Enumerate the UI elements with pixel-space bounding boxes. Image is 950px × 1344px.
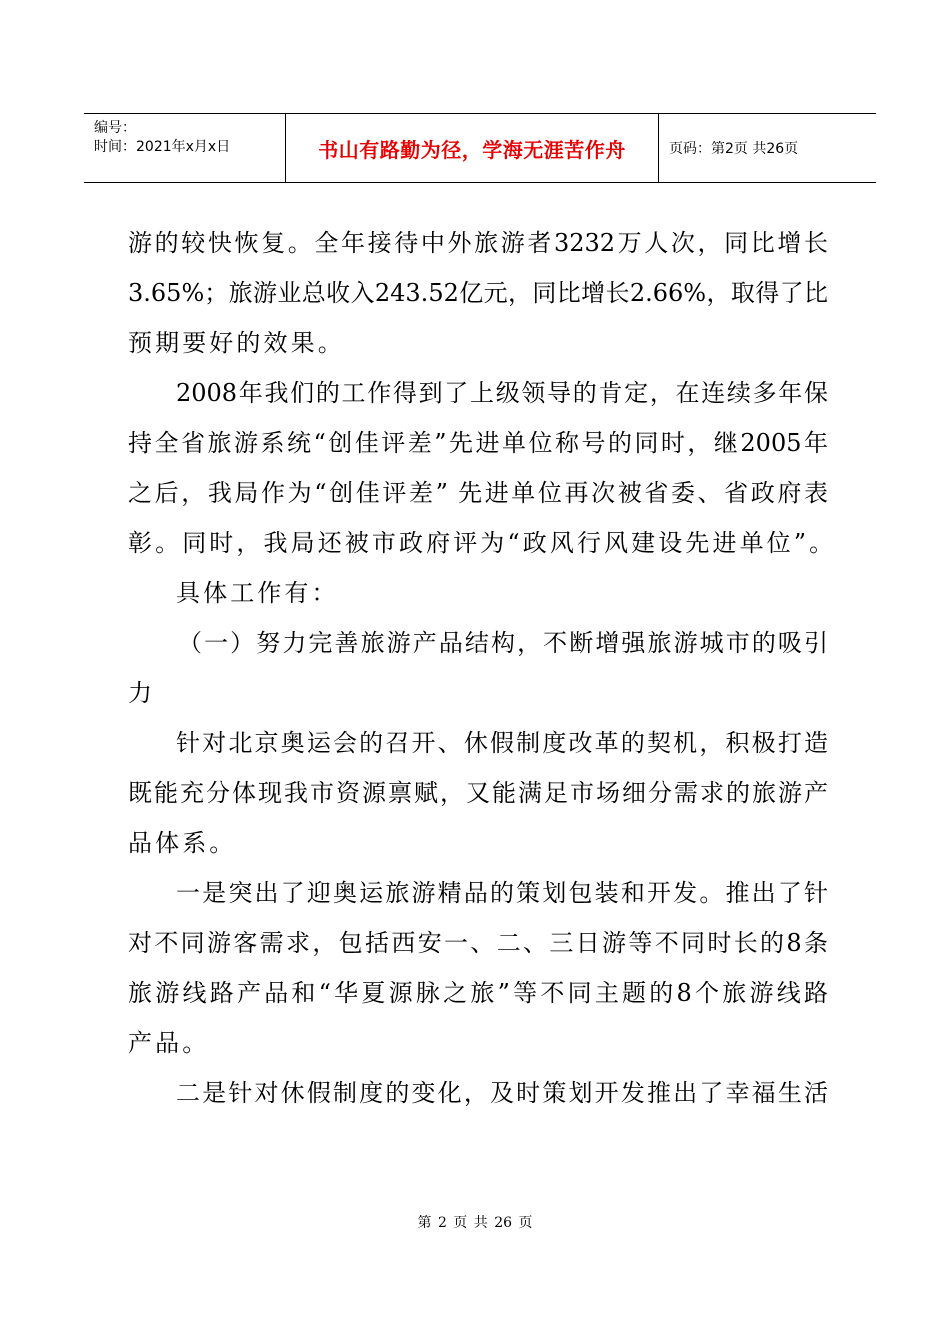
text-line: 2008年我们的工作得到了上级领导的肯定，在连续多年保	[176, 379, 828, 407]
text-line: 一是突出了迎奥运旅游精品的策划包装和开发。推出了针	[176, 879, 828, 907]
page-footer: 第 2 页 共 26 页	[417, 1215, 533, 1231]
text-line: 预期要好的效果。	[128, 329, 345, 357]
text-line: 对不同游客需求，包括西安一、二、三日游等不同时长的8条	[128, 929, 828, 957]
header-motto: 书山有路勤为径，学海无涯苦作舟	[286, 114, 659, 182]
text-line: 具体工作有：	[176, 579, 339, 607]
date-label: 时间：2021年x月x日	[94, 139, 231, 155]
header-page-info: 页码：第2页 共26页	[669, 141, 799, 157]
text-line: 持全省旅游系统“创佳评差”先进单位称号的同时，继2005年	[128, 429, 828, 457]
header-meta	[84, 114, 286, 182]
text-line: 既能充分体现我市资源禀赋，又能满足市场细分需求的旅游产	[128, 779, 828, 807]
text-line: 游的较快恢复。全年接待中外旅游者3232万人次，同比增长	[128, 229, 828, 257]
text-line: 3.65%；旅游业总收入243.52亿元，同比增长2.66%，取得了比	[128, 279, 828, 307]
document-body	[128, 218, 837, 1118]
text-line: 产品。	[128, 1029, 210, 1057]
text-line: 旅游线路产品和“华夏源脉之旅”等不同主题的8个旅游线路	[128, 979, 828, 1007]
section-heading-line: 力	[128, 679, 156, 707]
text-line: 二是针对休假制度的变化，及时策划开发推出了幸福生活	[176, 1079, 828, 1107]
document-header	[84, 113, 876, 183]
text-line: 之后，我局作为“创佳评差” 先进单位再次被省委、省政府表	[128, 479, 828, 507]
section-heading-line: （一）努力完善旅游产品结构，不断增强旅游城市的吸引	[178, 629, 828, 657]
text-line: 品体系。	[128, 829, 237, 857]
code-label: 编号：	[94, 120, 136, 136]
text-line: 针对北京奥运会的召开、休假制度改革的契机，积极打造	[176, 729, 828, 757]
text-line: 彰。同时，我局还被市政府评为“政风行风建设先进单位”。	[128, 529, 837, 557]
